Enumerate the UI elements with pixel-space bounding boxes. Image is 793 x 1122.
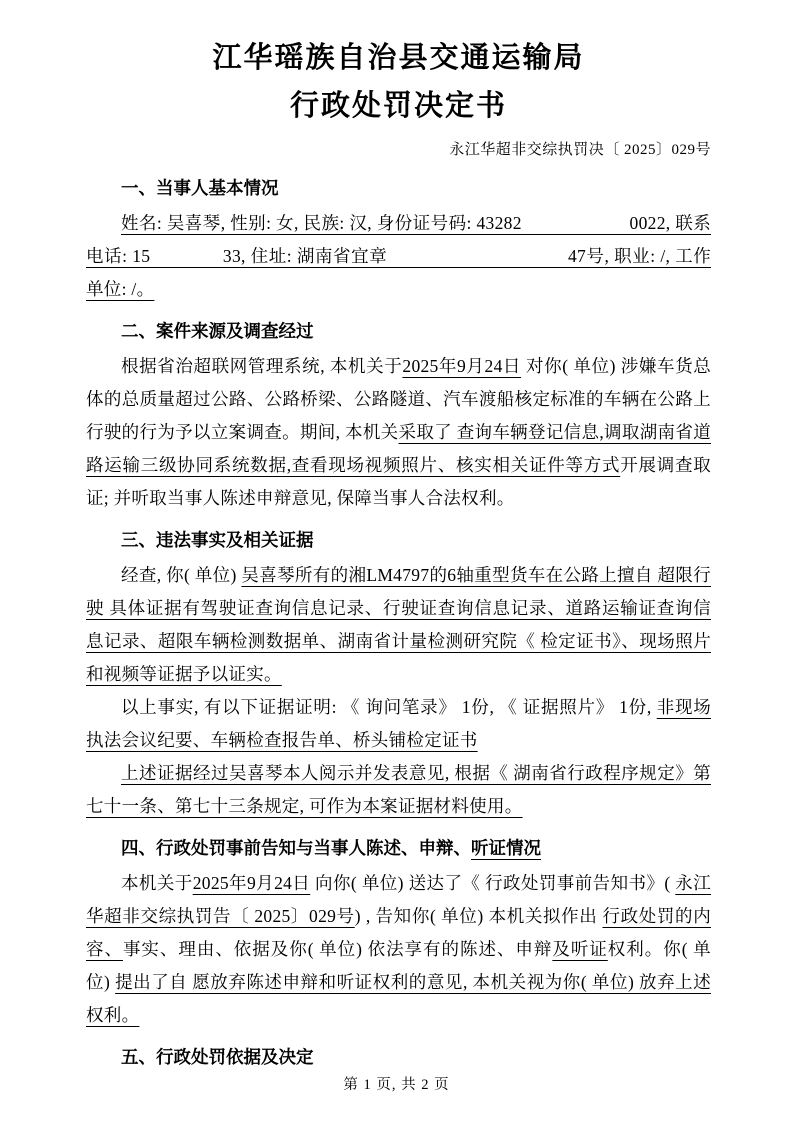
underlined-text: 上述证据经过吴喜琴本人阅示并发表意见, 根据《 湖南省行政程序规定》第七十一条、第七十三条规定, 可作为本案证据材料使用。: [86, 763, 711, 816]
document-body: [86, 172, 711, 1074]
text: 二、案件来源及调查经过: [121, 321, 314, 341]
section-heading: [86, 832, 711, 865]
section-heading: [86, 172, 711, 205]
text: 对你( 单位) 涉嫌车货总体的总质量超过公路、公路桥梁、公路隧道、汽车渡船核定标准的车辆在公路上行驶的行为予以立案调查。期间, 本机关: [86, 356, 712, 442]
text: 五、行政处罚依据及决定: [121, 1047, 314, 1067]
underlined-text: 吴喜琴所有的湘LM4797的6轴重型货车在公路上擅自 超限行驶 具体证据有驾驶证查询信息记录、行驶证查询信息记录、道路运输证查询信息记录、超限车辆检测数据单、湖南省计量检测研究院《 检定证书》、现场照片和视频等证据予以证实。: [86, 565, 711, 684]
underlined-text: 采取了 查询车辆登记信息,调取湖南省道路运输三级协同系统数据,查看现场视频照片、核实相关证件等方式: [86, 422, 711, 475]
underlined-text: 提出了自 愿放弃陈述申辩和听证权利的意见, 本机关视为你( 单位) 放弃上述权利。: [86, 972, 711, 1025]
document-title-line1: 江华瑶族自治县交通运输局: [212, 42, 585, 74]
paragraph: [86, 757, 711, 823]
text: 以上事实, 有以下证据证明: 《 询问笔录》 1份, 《 证据照片》 1份,: [121, 697, 657, 717]
section-heading: [86, 1041, 711, 1074]
text: 本机关于: [121, 873, 193, 893]
underlined-text: 听证情况: [471, 838, 541, 858]
text: 经查, 你( 单位): [121, 565, 242, 585]
text: 一、当事人基本情况: [121, 178, 279, 198]
paragraph: [86, 559, 711, 691]
document-title-line2: 行政处罚决定书: [289, 90, 507, 122]
underlined-text: 非现场执法会议纪要、车辆检查报告单、桥头铺检定证书: [86, 697, 712, 750]
page-number: 第 1 页, 共 2 页: [343, 1077, 450, 1093]
underlined-text: 2025年9月24日: [192, 873, 311, 893]
text: 四、行政处罚事前告知与当事人陈述、申辩、: [121, 838, 471, 858]
underlined-text: 永江华超非交综执罚告〔 2025〕029号: [86, 873, 712, 926]
document-number: 永江华超非交综执罚决〔 2025〕029号: [449, 142, 711, 158]
underlined-text: 及听证: [552, 939, 608, 959]
section-heading: [86, 524, 711, 557]
text: 事实、理由、依据及你( 单位) 依法享有的陈述、申辩: [122, 939, 553, 959]
text: 开展调查取证; 并听取当事人陈述申辩意见, 保障当事人合法权利。: [86, 455, 711, 508]
text: 根据省治超联网管理系统, 本机关于: [121, 356, 403, 376]
paragraph: [86, 207, 711, 306]
text: 权利。你( 单位): [86, 939, 711, 992]
paragraph: [86, 867, 711, 1032]
paragraph: [86, 350, 711, 515]
section-heading: [86, 315, 711, 348]
text: ) , 告知你( 单位) 本机关拟作出: [354, 906, 603, 926]
paragraph: [86, 691, 711, 757]
underlined-text: 姓名: 吴喜琴, 性别: 女, 民族: 汉, 身份证号码: 43282 0022, 联系电话: 15 33, 住址: 湖南省宜章 47号, 职业: /, 工作单位: /。: [86, 213, 711, 299]
text: 向你( 单位) 送达了《 行政处罚事前告知书》(: [310, 873, 676, 893]
text: 三、违法事实及相关证据: [121, 530, 314, 550]
underlined-text: 2025年9月24日: [402, 356, 522, 376]
underlined-text: 行政处罚的内容、: [86, 906, 712, 959]
